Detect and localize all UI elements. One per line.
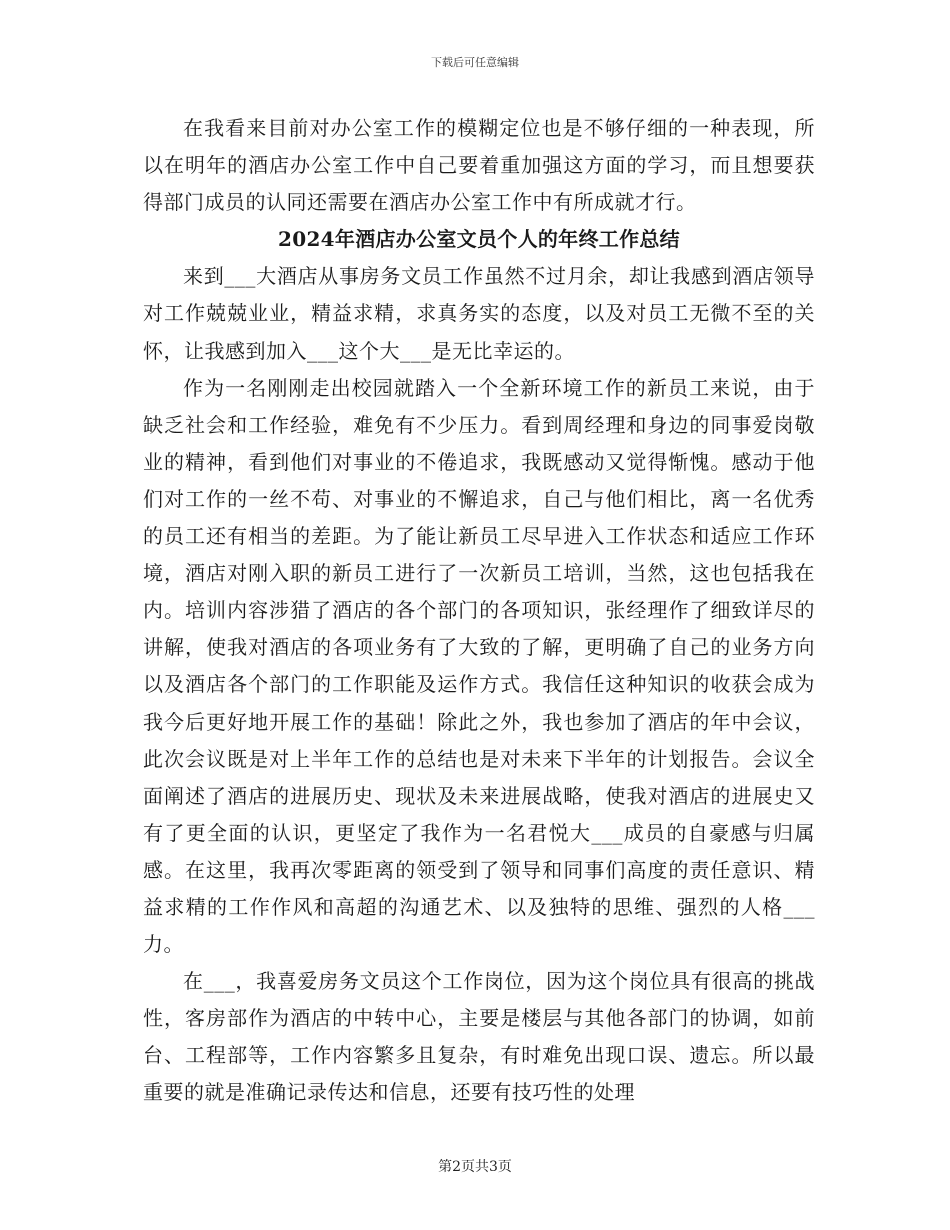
page-header: 下载后可任意编辑 <box>431 56 519 69</box>
page-footer: 第2页共3页 <box>438 1159 512 1175</box>
paragraph-3: 在___，我喜爱房务文员这个工作岗位，因为这个岗位具有很高的挑战性，客房部作为酒店的中转中心，主要是楼层与其他各部门的协调，如前台、工程部等，工作内容繁多且复杂，有时难免出现口误、遗忘。所以最重要的就是准确记录传达和信息，还要有技巧性的处理 <box>143 969 815 1105</box>
document-title: 2024年酒店办公室文员个人的年终工作总结 <box>278 227 680 252</box>
paragraph-2: 作为一名刚刚走出校园就踏入一个全新环境工作的新员工来说，由于缺乏社会和工作经验，难免有不少压力。看到周经理和身边的同事爱岗敬业的精神，看到他们对事业的不倦追求，我既感动又觉得惭愧。感动于他们对工作的一丝不苟、对事业的不懈追求，自己与他们相比，离一名优秀的员工还有相当的差距。为了能让新员工尽早进入工作状态和适应工作环境，酒店对刚入职的新员工进行了一次新员工培训，当然，这也包括我在内。培训内容涉猎了酒店的各个部门的各项知识，张经理作了细致详尽的讲解，使我对酒店的各项业务有了大致的了解，更明确了自己的业务方向以及酒店各个部门的工作职能及运作方式。我信任这种知识的收获会成为我今后更好地开展工作的基础！除此之外，我也参加了酒店的年中会议，此次会议既是对上半年工作的总结也是对未来下半年的计划报告。会议全面阐述了酒店的进展历史、现状及未来进展战略，使我对酒店的进展史又有了更全面的认识，更坚定了我作为一名君悦大___成员的自豪感与归属感。在这里，我再次零距离的领受到了领导和同事们高度的责任意识、精益求精的工作作风和高超的沟通艺术、以及独特的思维、强烈的人格___力。 <box>143 375 815 957</box>
document-body <box>143 110 815 1112</box>
paragraph-intro: 在我看来目前对办公室工作的模糊定位也是不够仔细的一种表现，所以在明年的酒店办公室工作中自己要着重加强这方面的学习，而且想要获得部门成员的认同还需要在酒店办公室工作中有所成就才行。 <box>143 116 815 215</box>
paragraph-1: 来到___大酒店从事房务文员工作虽然不过月余，却让我感到酒店领导对工作兢兢业业，精益求精，求真务实的态度，以及对员工无微不至的关怀，让我感到加入___这个大___是无比幸运的。 <box>143 264 815 363</box>
